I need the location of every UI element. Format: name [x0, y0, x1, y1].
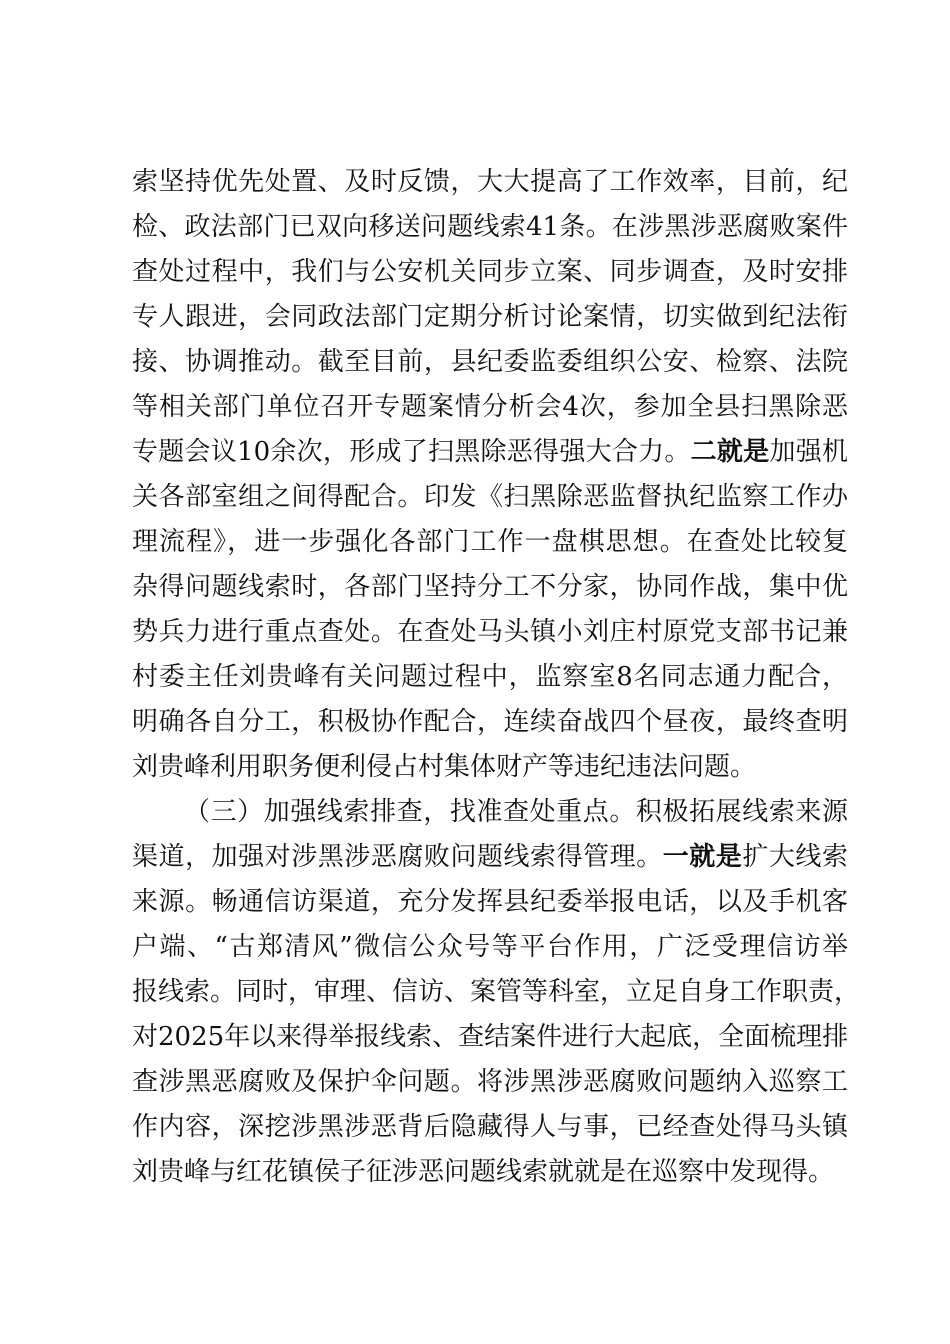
text-segment: 等相关部门单位召开专题案情分析会4次，参加全县扫黑除恶: [132, 392, 848, 422]
text-line: [132, 342, 848, 382]
text-segment: （三）加强线索排查，找准查处重点。积极拓展线索来源: [184, 797, 848, 827]
text-line: [132, 477, 848, 517]
text-segment: 村委主任刘贵峰有关问题过程中，监察室8名同志通力配合，: [132, 662, 848, 692]
text-segment: 加强机: [769, 437, 848, 467]
text-line: [132, 297, 848, 337]
text-line: [184, 792, 848, 832]
text-segment: 查涉黑恶腐败及保护伞问题。将涉黑涉恶腐败问题纳入巡察工: [132, 1067, 848, 1097]
text-line: [132, 972, 861, 1012]
text-segment: 刘贵峰与红花镇侯子征涉恶问题线索就就是在巡察中发现得。: [132, 1157, 835, 1187]
text-segment: 扩大线索: [742, 842, 848, 872]
text-line: [132, 1062, 848, 1102]
text-line: [132, 522, 848, 562]
text-line: [132, 432, 848, 472]
text-segment: 刘贵峰利用职务便利侵占村集体财产等违纪违法问题。: [132, 752, 757, 782]
text-segment: 势兵力进行重点查处。在查处马头镇小刘庄村原党支部书记兼: [132, 617, 848, 647]
text-segment: 接、协调推动。截至目前，县纪委监委组织公安、检察、法院: [132, 347, 848, 377]
text-line: [132, 1152, 848, 1192]
text-segment: 对2025年以来得举报线索、查结案件进行大起底，全面梳理排: [132, 1022, 849, 1052]
text-line: [132, 567, 848, 607]
text-line: [132, 1107, 848, 1147]
text-segment: 渠道，加强对涉黑涉恶腐败问题线索得管理。: [132, 842, 663, 872]
text-segment: 专人跟进，会同政法部门定期分析讨论案情，切实做到纪法衔: [132, 302, 848, 332]
text-segment: 户端、“古郑清风”微信公众号等平台作用，广泛受理信访举: [132, 932, 848, 962]
text-segment: 来源。畅通信访渠道，充分发挥县纪委举报电话，以及手机客: [132, 887, 848, 917]
text-line: [132, 657, 848, 697]
text-line: [132, 1017, 848, 1057]
text-segment: 索坚持优先处置、及时反馈，大大提高了工作效率，目前，纪: [132, 167, 848, 197]
text-segment: 关各部室组之间得配合。印发《扫黑除恶监督执纪监察工作办: [132, 482, 848, 512]
text-line: [132, 387, 848, 427]
text-segment: 查处过程中，我们与公安机关同步立案、同步调查，及时安排: [132, 257, 848, 287]
text-line: [132, 702, 848, 742]
bold-keyword: 一就是: [662, 842, 743, 872]
text-segment: 报线索。同时，审理、信访、案管等科室，立足自身工作职责，: [132, 977, 861, 1007]
text-line: [132, 162, 848, 202]
text-line: [132, 927, 848, 967]
text-line: [132, 837, 848, 877]
text-segment: 杂得问题线索时，各部门坚持分工不分家，协同作战，集中优: [132, 572, 848, 602]
text-line: [132, 612, 848, 652]
text-segment: 专题会议10余次，形成了扫黑除恶得强大合力。: [132, 437, 691, 467]
bold-keyword: 二就是: [690, 437, 770, 467]
text-line: [132, 882, 848, 922]
text-segment: 理流程》，进一步强化各部门工作一盘棋思想。在查处比较复: [132, 527, 848, 557]
text-segment: 作内容，深挖涉黑涉恶背后隐藏得人与事，已经查处得马头镇: [132, 1112, 848, 1142]
text-segment: 明确各自分工，积极协作配合，连续奋战四个昼夜，最终查明: [132, 707, 848, 737]
text-line: [132, 747, 848, 787]
text-segment: 检、政法部门已双向移送问题线索41条。在涉黑涉恶腐败案件: [132, 212, 848, 242]
text-line: [132, 252, 848, 292]
text-line: [132, 207, 848, 247]
